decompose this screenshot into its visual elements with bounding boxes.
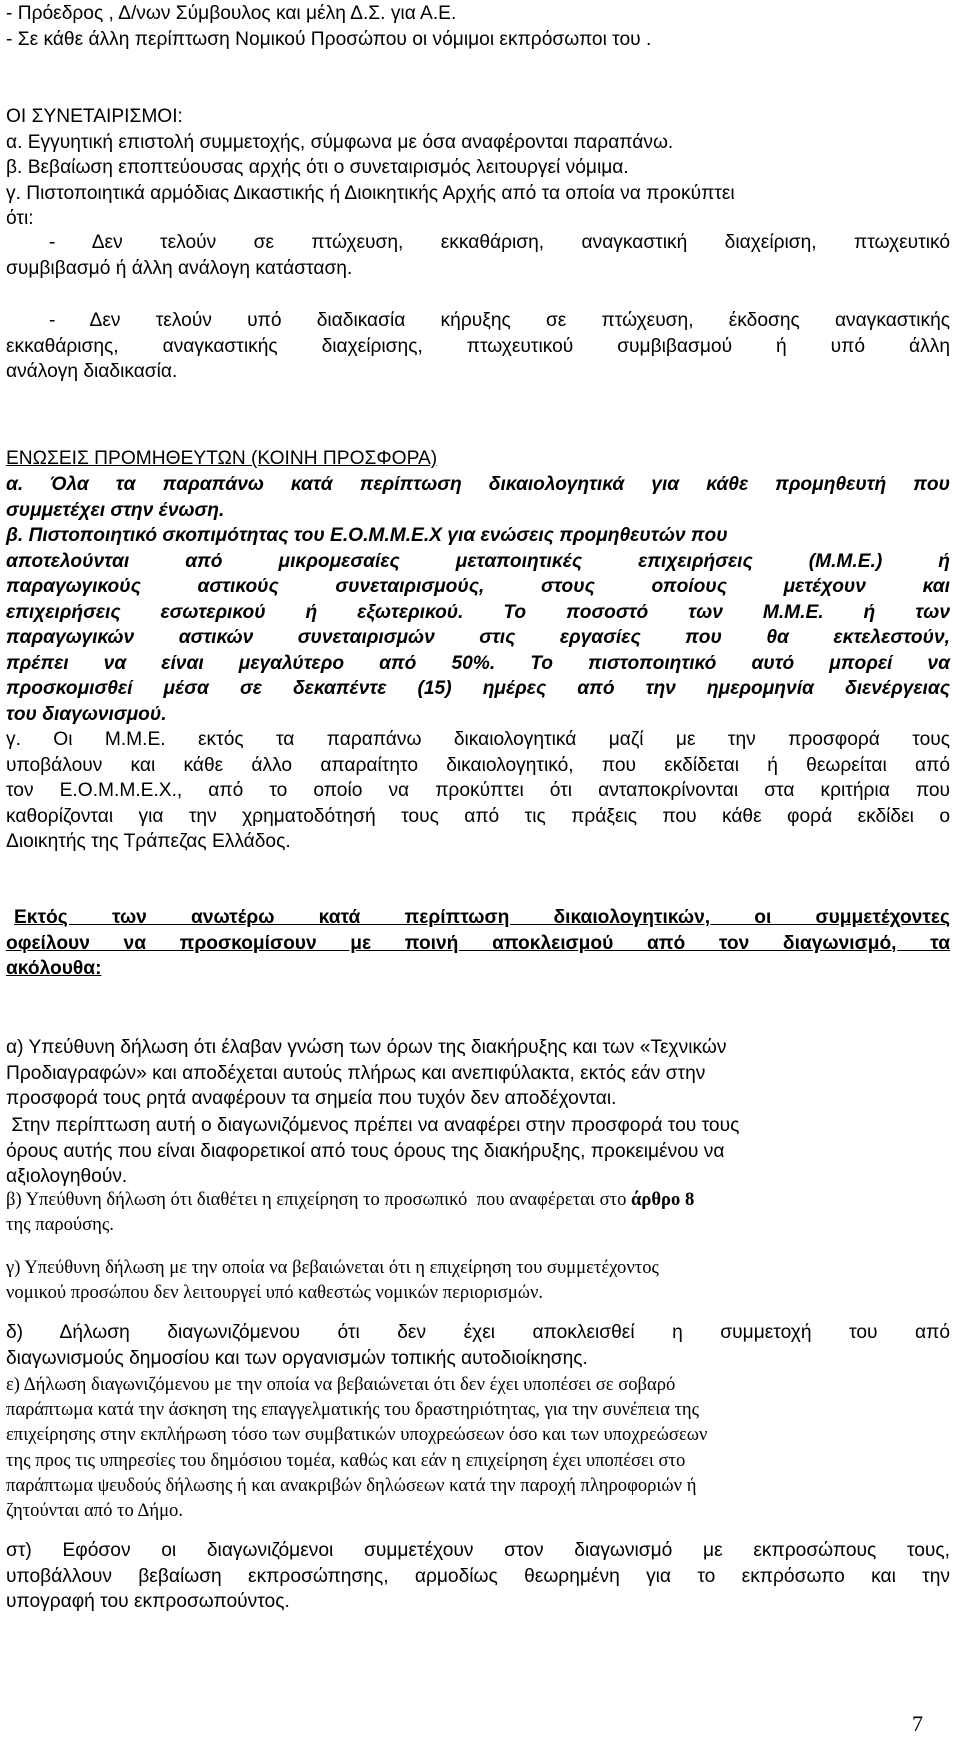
mandatory-item-a-note: [6, 1113, 950, 1190]
list-item-line: υπογραφή του εκπροσωπούντος.: [6, 1591, 290, 1612]
bullet-line: ανάλογη διαδικασία.: [6, 361, 178, 382]
bullet-line: εκκαθάρισης, αναγκαστικής διαχείρισης, πτωχευτικού συμβιβασμού ή υπό άλλη: [6, 335, 950, 357]
list-item-line: διαγωνισμούς δημοσίου και των οργανισμών τοπικής αυτοδιοίκησης.: [6, 1347, 588, 1369]
note-line: όρους αυτής που είναι διαφορετικοί από τους όρους της διακήρυξης, προκειμένου να: [6, 1140, 725, 1162]
page-number: 7: [912, 1711, 923, 1736]
list-item-line: πρέπει να είναι μεγαλύτερο από 50%. Το πιστοποιητικό αυτό μπορεί να: [6, 652, 950, 674]
list-item-line: επιχειρήσεις εσωτερικού ή εξωτερικού. Το ποσοστό των Μ.Μ.Ε. ή των: [6, 601, 950, 623]
mandatory-item-d: [6, 1320, 950, 1371]
intro-line: - Σε κάθε άλλη περίπτωση Νομικού Προσώπου οι νόμιμοι εκπρόσωποι του .: [6, 28, 652, 50]
list-item-line: προσκομισθεί μέσα σε δεκαπέντε (15) ημέρες από την ημερομηνία διενέργειας: [6, 678, 950, 699]
list-item-line: α) Υπεύθυνη δήλωση ότι έλαβαν γνώση των όρων της διακήρυξης και των «Τεχνικών: [6, 1037, 727, 1058]
list-item-line: Διοικητής της Τράπεζας Ελλάδος.: [6, 831, 291, 852]
list-item-line: παράπτωμα κατά την άσκηση της επαγγελματικής του δραστηριότητας, για την συνέπεια της: [6, 1399, 700, 1421]
list-item-line: παραγωγικών αστικών συνεταιρισμών στις εργασίες που θα εκτελεστούν,: [6, 627, 950, 648]
list-item-line: επιχείρησης στην εκπλήρωση τόσο των συμβατικών υποχρεώσεων όσο και των υποχρεώσεων: [6, 1424, 708, 1446]
list-item-line: υποβάλουν και κάθε άλλο απαραίτητο δικαιολογητικό, που εκδίδεται ή θεωρείται από: [6, 754, 950, 776]
article-reference: άρθρο 8: [631, 1189, 695, 1210]
list-item-line: στ) Εφόσον οι διαγωνιζόμενοι συμμετέχουν στον διαγωνισμό με εκπροσώπους τους,: [6, 1540, 950, 1561]
cooperatives-bullet-1: [6, 230, 950, 281]
list-item-line: α. Όλα τα παραπάνω κατά περίπτωση δικαιολογητικά για κάθε προμηθευτή που: [6, 474, 950, 495]
mandatory-item-c: [6, 1256, 950, 1305]
bullet-line: - Δεν τελούν υπό διαδικασία κήρυξης σε πτώχευση, έκδοσης αναγκαστικής: [49, 310, 950, 331]
section-title: ΟΙ ΣΥΝΕΤΑΙΡΙΣΜΟΙ:: [6, 106, 183, 127]
list-item-line: υποβάλλουν βεβαίωση εκπροσώπησης, αρμοδίως θεωρημένη για το εκπρόσωπο και την: [6, 1565, 950, 1587]
bullet-line: συμβιβασμό ή άλλη ανάλογη κατάσταση.: [6, 257, 353, 279]
list-item-line: γ. Οι Μ.Μ.Ε. εκτός τα παραπάνω δικαιολογητικά μαζί με την προσφορά τους: [6, 729, 950, 750]
mandatory-item-e: [6, 1372, 950, 1523]
cooperatives-bullet-2: [6, 308, 950, 385]
list-item-line: της προς τις υπηρεσίες του δημόσιου τομέα, καθώς και εάν η επιχείρηση έχει υποπέσει στο: [6, 1449, 686, 1471]
heading-line: ακόλουθα:: [6, 958, 102, 979]
unions-item-a: [6, 472, 950, 523]
note-line: αξιολογηθούν.: [6, 1166, 128, 1187]
mandatory-heading: [6, 905, 950, 982]
heading-line: οφείλουν να προσκομίσουν με ποινή αποκλεισμού από τον διαγωνισμό, τα: [6, 932, 950, 954]
list-item-line: γ) Υπεύθυνη δήλωση με την οποία να βεβαιώνεται ότι η επιχείρηση του συμμετέχοντος: [6, 1257, 659, 1278]
intro-block: [6, 1, 950, 52]
list-item-line: προσφορά τους ρητά αναφέρουν τα σημεία που τυχόν δεν αποδέχονται.: [6, 1088, 617, 1109]
list-item-line: νομικού προσώπου δεν λειτουργεί υπό καθεστώς νομικών περιορισμών.: [6, 1281, 544, 1303]
list-item-line: συμμετέχει στην ένωση.: [6, 499, 225, 521]
heading-line: Εκτός των ανωτέρω κατά περίπτωση δικαιολογητικών, οι συμμετέχοντες: [14, 907, 950, 928]
unions-item-c: [6, 727, 950, 855]
list-item-line: παράπτωμα ψευδούς δήλωσης ή και ανακριβών δηλώσεων κατά την παροχή πληροφοριών ή: [6, 1474, 697, 1496]
intro-line: - Πρόεδρος , Δ/νων Σύμβουλος και μέλη Δ.Σ. για Α.Ε.: [6, 3, 457, 24]
list-item-line: δ) Δήλωση διαγωνιζόμενου ότι δεν έχει αποκλεισθεί η συμμετοχή του από: [6, 1322, 950, 1343]
list-item-line: ζητούνται από το Δήμο.: [6, 1500, 184, 1522]
list-item: ότι:: [6, 208, 34, 229]
list-item-line: του διαγωνισμού.: [6, 703, 167, 725]
unions-section: [6, 446, 950, 472]
list-item: γ. Πιστοποιητικά αρμόδιας Δικαστικής ή Διοικητικής Αρχής από τα οποία να προκύπτει: [6, 182, 735, 204]
list-item-line: Προδιαγραφών» και αποδέχεται αυτούς πλήρως και ανεπιφύλακτα, εκτός εάν στην: [6, 1062, 706, 1084]
item-b-text: β) Υπεύθυνη δήλωση ότι διαθέτει η επιχείρηση το προσωπικό που αναφέρεται στο: [6, 1189, 632, 1210]
cooperatives-section: [6, 104, 950, 232]
mandatory-item-b: [6, 1188, 950, 1237]
list-item-line: ε) Δήλωση διαγωνιζόμενου με την οποία να βεβαιώνεται ότι δεν έχει υποπέσει σε σοβαρό: [6, 1374, 676, 1395]
bullet-line: - Δεν τελούν σε πτώχευση, εκκαθάριση, αναγκαστική διαχείριση, πτωχευτικό: [49, 232, 950, 253]
note-line: Στην περίπτωση αυτή ο διαγωνιζόμενος πρέπει να αναφέρει στην προσφορά του τους: [6, 1115, 740, 1136]
mandatory-item-f: [6, 1538, 950, 1615]
list-item-line: καθορίζονται για την χρηματοδότησή τους από τις πράξεις που κάθε φορά εκδίδει ο: [6, 805, 950, 827]
document-page: [6, 0, 950, 1757]
list-item-line: αποτελούνται από μικρομεσαίες μεταποιητικές επιχειρήσεις (Μ.Μ.Ε.) ή: [6, 550, 950, 572]
list-item-line: της παρούσης.: [6, 1213, 114, 1235]
list-item-line: τον Ε.Ο.Μ.Μ.Ε.Χ., από το οποίο να προκύπτει ότι ανταποκρίνονται στα κριτήρια που: [6, 780, 950, 801]
list-item: α. Εγγυητική επιστολή συμμετοχής, σύμφωνα με όσα αναφέρονται παραπάνω.: [6, 131, 674, 153]
list-item: β. Βεβαίωση εποπτεύουσας αρχής ότι ο συνεταιρισμός λειτουργεί νόμιμα.: [6, 157, 629, 178]
unions-item-b: [6, 523, 950, 727]
section-title: ΕΝΩΣΕΙΣ ΠΡΟΜΗΘΕΥΤΩΝ (ΚΟΙΝΗ ΠΡΟΣΦΟΡΑ): [6, 448, 438, 469]
mandatory-item-a: [6, 1035, 950, 1112]
list-item-line: παραγωγικούς αστικούς συνεταιρισμούς, στους οποίους μετέχουν και: [6, 576, 950, 597]
list-item-line: [6, 1188, 950, 1213]
list-item-line: β. Πιστοποιητικό σκοπιμότητας του Ε.Ο.Μ.Μ.Ε.Χ για ενώσεις προμηθευτών που: [6, 525, 728, 546]
